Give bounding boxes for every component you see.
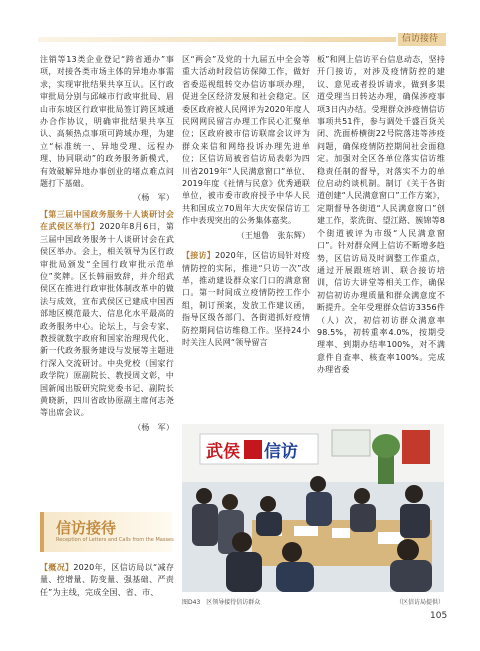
col1-tag-2: 【第三届中国政务服务十人谈研讨会在武侯区举行】 [40,209,174,232]
col2-paragraph-1: 区“两会”及党的十九届五中全会等重大活动时段信访保障工作，做好省委巡视组转交办信访事项办理，促进全区经济发展和社会稳定。区委区政府被人民网评为2020年度人民网网民留言办理工作民心汇聚单位；区政府被市信访联席会议评为群众来信和网络投诉办理先进单位；区信访局被省信访局表彰为四川省2019年“人民满意窗口”单位、2019年度《社情与民意》优秀通联单位，被市委市政府授予中华人民共和国成立70周年大庆安保信访工作中表现突出的公务集体嘉奖。 [182,55,310,226]
col2-paragraph-2 [182,250,310,349]
col2-body-2: 2020年，区信访局针对疫情防控的实际，推进“只访一次”改革，推动建设群众家门口的满意窗口。第一时间成立疫情防控工作小组，制订预案，发放工作建议函，指导区级各部门、各街道抓好疫情防控期间信访维稳工作。坚持24小时关注人民网“领导留言 [182,251,310,347]
page-number: 105 [430,611,448,621]
col1-signature-2: （杨 军） [133,422,174,432]
column-3 [317,54,445,377]
col2-tag-2: 【接访】 [182,251,215,261]
svg-text:信访: 信访 [264,442,298,462]
col1-paragraph-3 [40,562,174,599]
meeting-photo [182,424,444,592]
section-title: 信访接待 [402,34,439,44]
photo-caption: 图D43 区领导接待信访群众 [182,599,261,606]
page-header [0,0,480,44]
header-stripe [38,37,396,42]
photo-credit: （区信访局提供） [396,599,445,606]
col3-paragraph-1: 板”和网上信访平台信息动态，坚持开门接访，对涉及疫情防控的建议、意见或者投诉请求，做到多渠道受理当日转达办理，确保涉疫事项3日内办结。受理群众涉疫情信访事项共51件，参与调处千盛百货关闭、洗面桥横街22号院落违等涉疫问题，确保疫情防控期间社会面稳定。加强对全区各单位落实信访维稳责任制的督导，对落实不力的单位启动约谈机制。制订《关于各街道创建“人民满意窗口”工作方案》，定期督导各街道“人民满意窗口”创建工作，浆洗街、望江路、簇锦等8个街道被评为市级“人民满意窗口”。针对群众网上信访不断增多趋势，区信访局及时调整工作重点，通过开展跟班培训、联合接访培训，信访大讲堂等相关工作，确保初信初访办理质量和群众满意度不断提升。全年受理群众信访3356件（人）次，初信初访群众满意率98.5%，初转重率4.0%，按期受理率、到期办结率100%，对不满意件自查率、核查率100%。完成办理省委 [317,55,445,375]
section-heading-en: Reception of Letters and Calls from the Masses [56,537,174,543]
col1-signature-1: （杨 军） [133,193,174,203]
section-heading: 信访接待 [56,519,117,537]
col1-body-3: 2020年，区信访局以“减存量、控增量、防变量、强基础、严责任”为主线，完成全国、省、市、 [40,563,174,597]
column-1 [40,54,174,438]
column-1-lower [40,562,174,599]
col1-body-2: 2020年8月6日，第三届中国政务服务十人谈研讨会在武侯区举办。会上，相关领导为区行政审批局颁发“全国行政审批示范单位”奖牌。区长韩丽致辞，并介绍武侯区在推进行政审批体制改革中的做法与成效，宣布武侯区已建成中国西部地区模范最大、信息化水平最高的政务服务中心。论坛上，与会专家、教授就数字政府和国家治理现代化、新一代政务服务建设与发展等主题进行深入交流研讨。中央党校（国家行政学院）原副院长、教授周文彰，中国新闻出版研究院党委书记、副院长黄晓新，四川省政协原副主席何志尧等出席会议。 [40,222,174,418]
col1-paragraph-1: 注销等13类企业登记“跨省通办”事项，对接各类市场主体的异地办事需求，实现审批结果共享互认。区行政审批局分别与邱崃市行政审批局、眉山市东坡区行政审批局签订跨区域通办合作协议，明确审批结果共享互认、高频热点事项可跨域办理，为建立“标准统一、异地受理、远程办理、协同联动”的政务服务新模式，有效破解异地办事创业的堵点难点问题打下基础。 [40,55,174,189]
col1-tag-3: 【概况】 [40,563,74,572]
column-2 [182,54,310,349]
col1-paragraph-2 [40,209,174,420]
svg-text:武侯: 武侯 [206,442,240,462]
col2-signature-1: （王旭鲁 张东辉） [236,230,310,240]
